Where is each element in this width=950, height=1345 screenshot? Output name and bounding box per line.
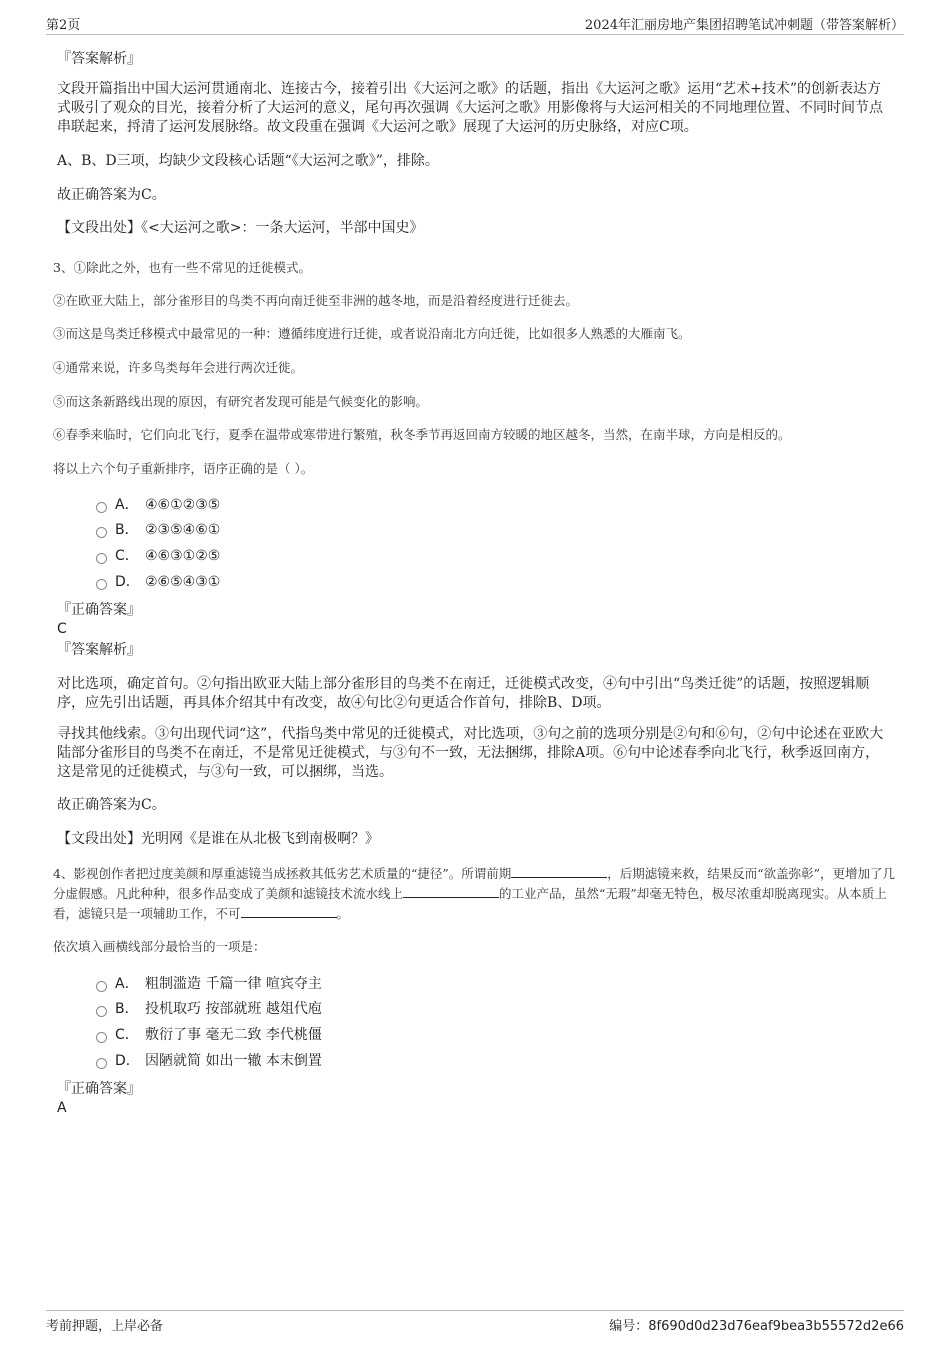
page-number: 第2页 bbox=[46, 18, 81, 33]
q3-stem: 3、①除此之外，也有一些不常见的迁徙模式。 bbox=[53, 260, 311, 275]
q3-option-d[interactable]: D． ②⑥⑤④③① bbox=[96, 572, 220, 592]
q3-answer: C bbox=[57, 621, 67, 637]
q3-option-b[interactable]: B． ②③⑤④⑥① bbox=[96, 520, 220, 540]
footer-slogan: 考前押题，上岸必备 bbox=[46, 1319, 164, 1334]
q3-sentence-6: ⑥春季来临时，它们向北飞行，夏季在温带或寒带进行繁殖，秋冬季节再返回南方较暖的地区越冬，当然，在南半球，方向是相反的。 bbox=[53, 427, 791, 442]
blank-1 bbox=[511, 865, 607, 878]
q3-sentence-2: ②在欧亚大陆上，部分雀形目的鸟类不再向南迁徙至非洲的越冬地，而是沿着经度进行迁徙去。 bbox=[53, 293, 579, 308]
blank-2 bbox=[403, 885, 499, 898]
q3-sentence-3: ③而这是鸟类迁移模式中最常见的一种：遵循纬度进行迁徙，或者说沿南北方向迁徙，比如很多人熟悉的大雁南飞。 bbox=[53, 326, 691, 341]
q3-answer-label: 『正确答案』 bbox=[57, 602, 141, 618]
q4-option-d[interactable]: D． 因陋就简 如出一辙 本末倒置 bbox=[96, 1051, 322, 1071]
page-header bbox=[46, 14, 904, 35]
q4-prompt: 依次填入画横线部分最恰当的一项是： bbox=[53, 939, 266, 954]
q2-source: 【文段出处】《<大运河之歌>：一条大运河，半部中国史》 bbox=[57, 220, 424, 236]
document-id: 编号：8f690d0d23d76eaf9bea3b55572d2e66 bbox=[609, 1319, 904, 1334]
q2-analysis-label: 『答案解析』 bbox=[57, 51, 141, 67]
q3-analysis-paragraph-2: 寻找其他线索。③句出现代词“这”，代指鸟类中常见的迁徙模式，对比选项，③句之前的选项分别是②句和⑥句，②句中论述在亚欧大陆部分雀形目的鸟类不在南迁，不是常见迁徙模式，与③句不一致，无法捆绑，排除A项。⑥句中论述春季向北飞行，秋季返回南方，这是常见的迁徙模式，与③句一致，可以捆绑，当选。 bbox=[57, 726, 884, 780]
q3-conclusion: 故正确答案为C。 bbox=[57, 797, 166, 813]
q3-sentence-4: ④通常来说，许多鸟类每年会进行两次迁徙。 bbox=[53, 360, 304, 375]
radio-icon[interactable] bbox=[96, 1006, 107, 1017]
q4-answer: A bbox=[57, 1100, 67, 1116]
q3-analysis-paragraph-1: 对比选项，确定首句。②句指出欧亚大陆上部分雀形目的鸟类不在南迁，迁徙模式改变，④句中引出“鸟类迁徙”的话题，按照逻辑顺序，应先引出话题，再具体介绍其中有改变，故④句比②句更适合作首句，排除B、D项。 bbox=[57, 676, 870, 711]
q2-analysis-paragraph-1: 文段开篇指出中国大运河贯通南北、连接古今，接着引出《大运河之歌》的话题，指出《大运河之歌》运用“艺术+技术”的创新表达方式吸引了观众的目光，接着分析了大运河的意义，尾句再次强调《大运河之歌》用影像将与大运河相关的不同地理位置、不同时间节点串联起来，捋清了运河发展脉络。故文段重在强调《大运河之歌》展现了大运河的历史脉络，对应C项。 bbox=[57, 81, 883, 135]
radio-icon[interactable] bbox=[96, 1032, 107, 1043]
q3-analysis-label: 『答案解析』 bbox=[57, 642, 141, 658]
q3-option-c[interactable]: C． ④⑥③①②⑤ bbox=[96, 546, 220, 566]
document-title: 2024年汇丽房地产集团招聘笔试冲刺题（带答案解析） bbox=[584, 18, 904, 33]
page-footer bbox=[46, 1310, 904, 1334]
radio-icon[interactable] bbox=[96, 981, 107, 992]
radio-icon[interactable] bbox=[96, 579, 107, 590]
radio-icon[interactable] bbox=[96, 527, 107, 538]
q4-option-b[interactable]: B． 投机取巧 按部就班 越俎代庖 bbox=[96, 999, 322, 1019]
q3-sentence-5: ⑤而这条新路线出现的原因，有研究者发现可能是气候变化的影响。 bbox=[53, 394, 429, 409]
q3-option-a[interactable]: A． ④⑥①②③⑤ bbox=[96, 495, 220, 515]
blank-3 bbox=[241, 905, 337, 918]
q3-prompt: 将以上六个句子重新排序，语序正确的是（ ）。 bbox=[53, 461, 314, 476]
q2-conclusion: 故正确答案为C。 bbox=[57, 187, 166, 203]
q3-source: 【文段出处】光明网《是谁在从北极飞到南极啊？》 bbox=[57, 831, 379, 847]
radio-icon[interactable] bbox=[96, 1058, 107, 1069]
q4-answer-label: 『正确答案』 bbox=[57, 1081, 141, 1097]
radio-icon[interactable] bbox=[96, 553, 107, 564]
q2-analysis-paragraph-2: A、B、D三项，均缺少文段核心话题“《大运河之歌》”，排除。 bbox=[57, 153, 439, 169]
radio-icon[interactable] bbox=[96, 502, 107, 513]
q4-stem: 4、影视创作者把过度美颜和厚重滤镜当成拯救其低劣艺术质量的“捷径”。所谓前期 ，后期滤镜来救，结果反而“欲盖弥彰”，更增加了几分虚假感。凡此种种，很多作品变成了美颜和滤镜技术流水线上 的工业产品，虽然“无瑕”却毫无特色，极尽浓重却脱离现实。从本质上看，滤镜只是一项辅助工作，不可 。 bbox=[53, 866, 896, 921]
q4-option-a[interactable]: A． 粗制滥造 千篇一律 喧宾夺主 bbox=[96, 974, 322, 994]
q4-option-c[interactable]: C． 敷衍了事 毫无二致 李代桃僵 bbox=[96, 1025, 322, 1045]
